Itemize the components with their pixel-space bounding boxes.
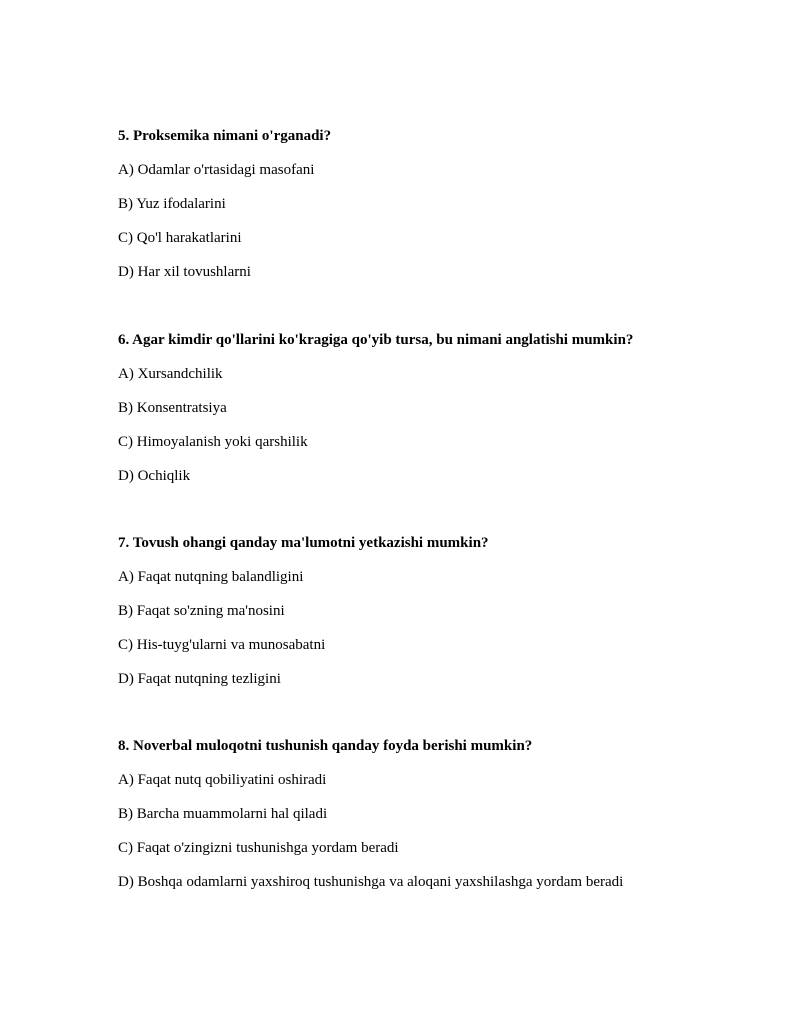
option-a: A) Odamlar o'rtasidagi masofani — [118, 162, 315, 178]
option-d: D) Ochiqlik — [118, 468, 191, 484]
option-a: A) Faqat nutq qobiliyatini oshiradi — [118, 772, 327, 788]
question-title: 5. Proksemika nimani o'rganadi? — [118, 128, 332, 144]
option-a: A) Faqat nutqning balandligini — [118, 569, 304, 585]
option-c: C) His-tuyg'ularni va munosabatni — [118, 637, 326, 653]
question-8 — [118, 736, 758, 892]
option-b: B) Konsentratsiya — [118, 400, 227, 416]
question-title: 8. Noverbal muloqotni tushunish qanday foyda berishi mumkin? — [118, 738, 533, 754]
option-a: A) Xursandchilik — [118, 366, 223, 382]
option-b: B) Yuz ifodalarini — [118, 196, 226, 212]
option-b: B) Barcha muammolarni hal qiladi — [118, 806, 328, 822]
question-5 — [118, 126, 758, 282]
option-d: D) Faqat nutqning tezligini — [118, 671, 281, 687]
option-d: D) Boshqa odamlarni yaxshiroq tushunishga va aloqani yaxshilashga yordam beradi — [118, 874, 624, 890]
option-c: C) Qo'l harakatlarini — [118, 230, 242, 246]
option-c: C) Himoyalanish yoki qarshilik — [118, 434, 308, 450]
option-d: D) Har xil tovushlarni — [118, 264, 251, 280]
question-7 — [118, 533, 758, 689]
option-b: B) Faqat so'zning ma'nosini — [118, 603, 285, 619]
question-title: 7. Tovush ohangi qanday ma'lumotni yetkazishi mumkin? — [118, 535, 489, 551]
option-c: C) Faqat o'zingizni tushunishga yordam beradi — [118, 840, 399, 856]
question-6 — [118, 330, 758, 486]
question-title: 6. Agar kimdir qo'llarini ko'kragiga qo'yib tursa, bu nimani anglatishi mumkin? — [118, 332, 634, 348]
